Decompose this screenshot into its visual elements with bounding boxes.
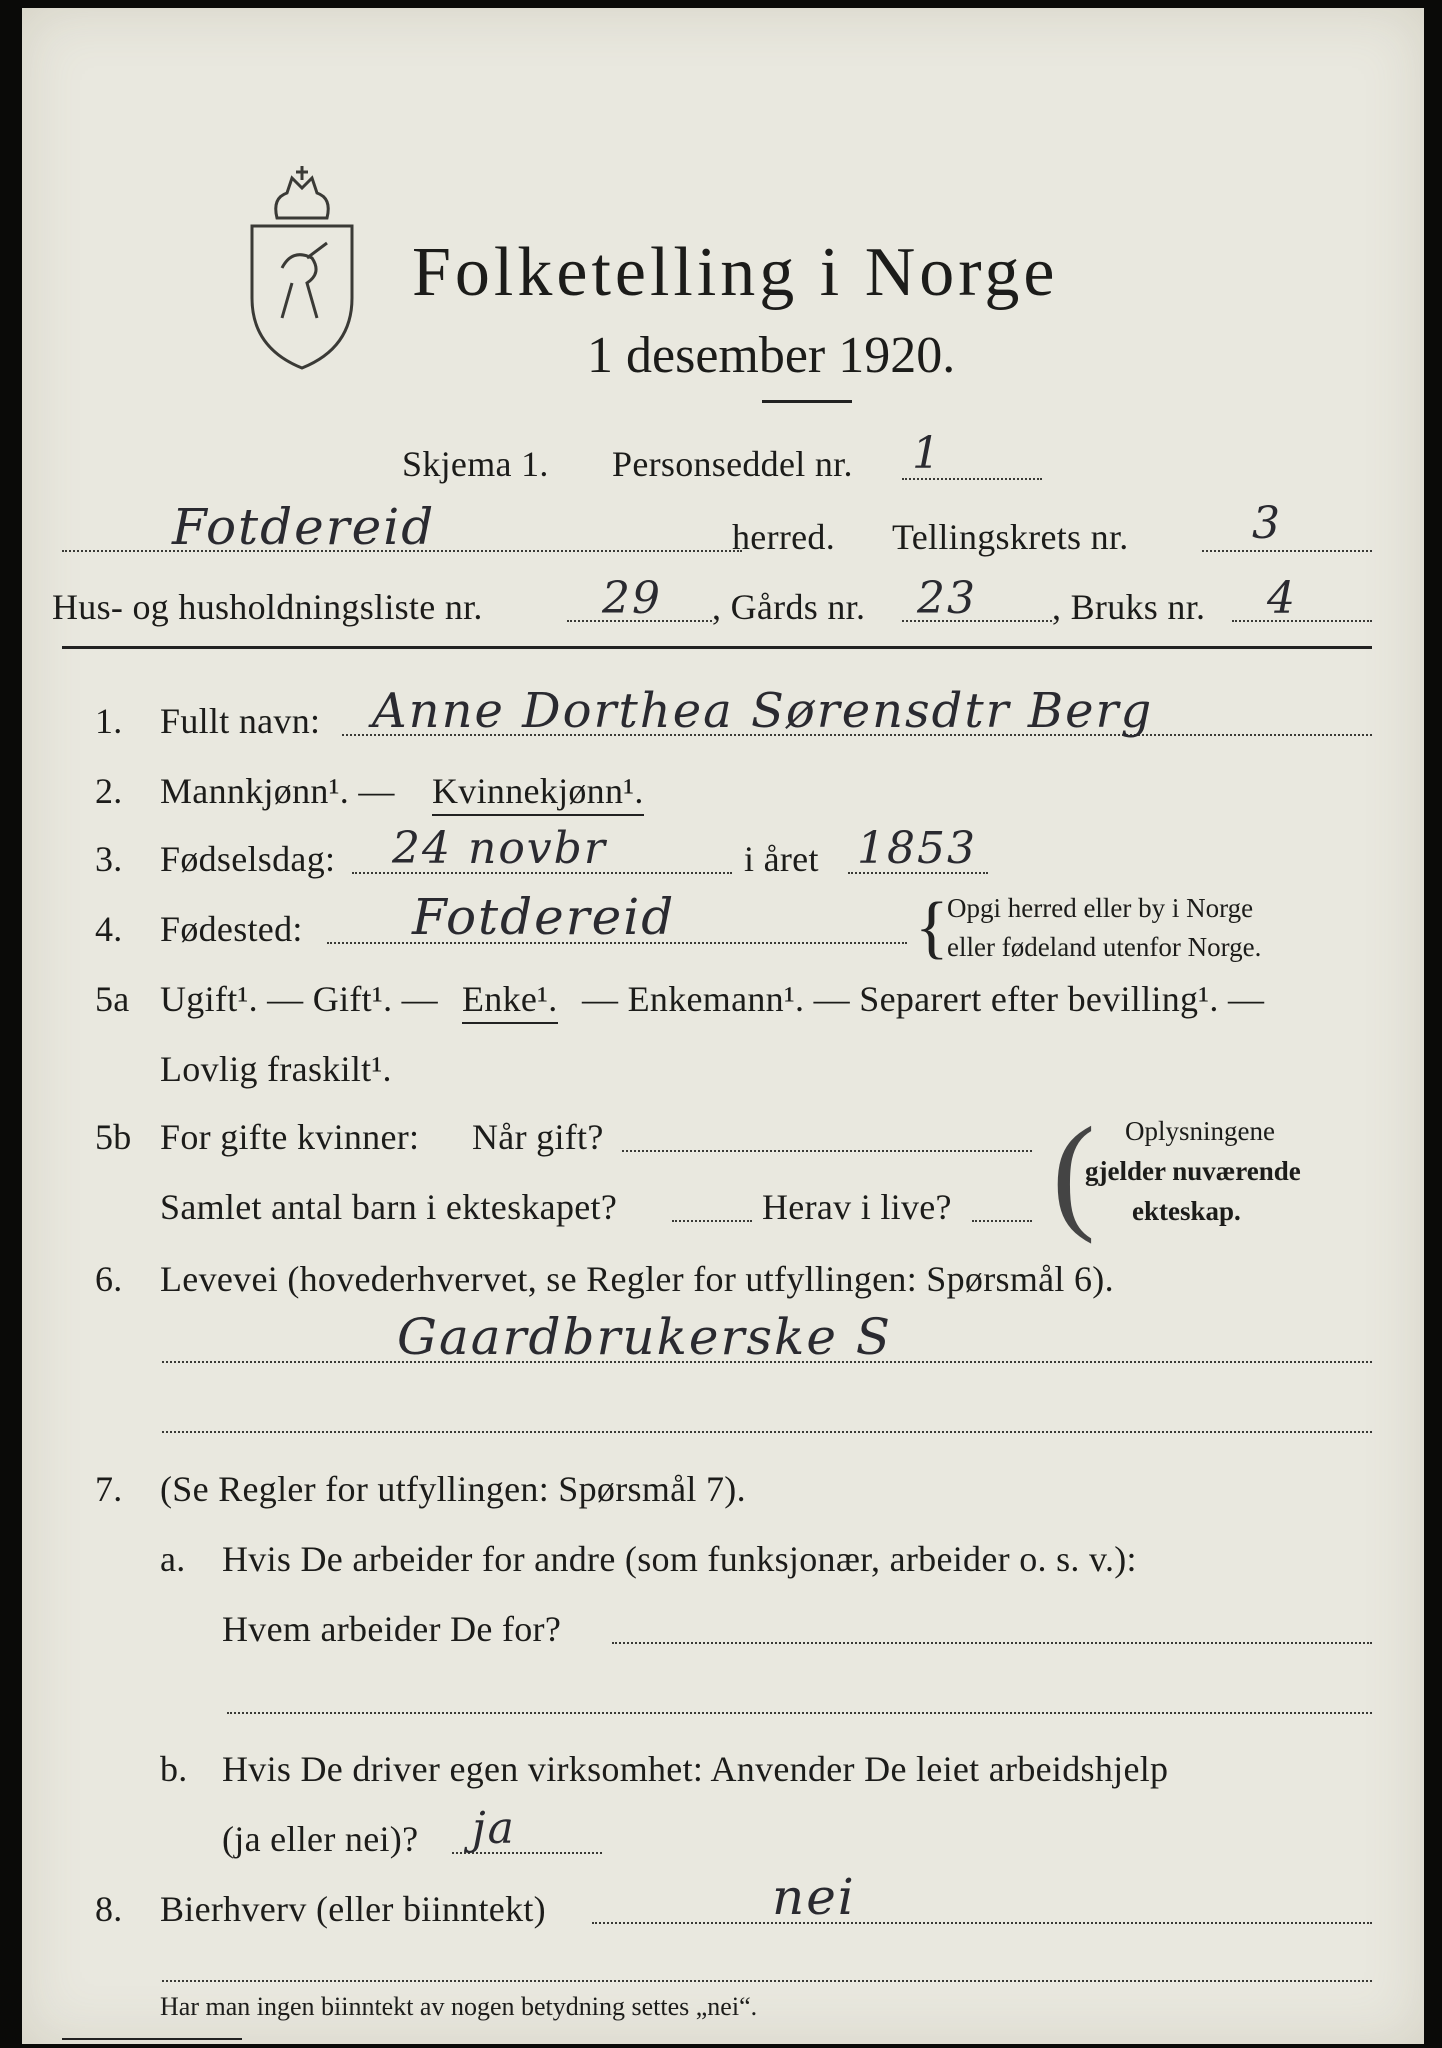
q5b-alive-line	[972, 1220, 1032, 1222]
personseddel-value[interactable]: 1	[912, 428, 942, 479]
q5b-children-line	[672, 1220, 752, 1222]
q5b-brace: (	[1052, 1101, 1096, 1245]
marital-options-start[interactable]: Ugift¹. — Gift¹. —	[160, 979, 438, 1019]
q1-label: Fullt navn:	[160, 701, 321, 741]
marital-divorced-option[interactable]: Lovlig fraskilt¹.	[160, 1049, 392, 1089]
q7a-line2	[227, 1712, 1372, 1714]
q5b-label: For gifte kvinner:	[160, 1117, 420, 1157]
q5b-children-label: Samlet antal barn i ekteskapet?	[160, 1187, 618, 1227]
gender-female-option[interactable]: Kvinnekjønn¹.	[432, 770, 644, 816]
birth-date-value[interactable]: 24 novbr	[392, 823, 607, 874]
q5b-note-line1: Oplysningene	[1125, 1116, 1275, 1146]
q7b-text: Hvis De driver egen virksomhet: Anvender De leiet arbeidshjelp	[222, 1749, 1169, 1789]
q8-line2	[162, 1980, 1372, 1982]
footer-note: Har man ingen biinntekt av nogen betydning settes „nei“.	[160, 1992, 758, 2021]
hus-label: Hus- og husholdningsliste nr.	[52, 587, 483, 627]
side-income-value[interactable]: nei	[772, 1868, 856, 1926]
tellingskrets-line	[1202, 550, 1372, 552]
q5b-number: 5b	[95, 1117, 132, 1157]
q7a-question: Hvem arbeider De for?	[222, 1609, 562, 1649]
q6-line2	[162, 1431, 1372, 1433]
q7b-question: (ja eller nei)?	[222, 1819, 419, 1859]
q5a-number: 5a	[95, 979, 130, 1019]
q6-label: Levevei (hovederhvervet, se Regler for utfyllingen: Spørsmål 6).	[160, 1259, 1114, 1299]
q4-number: 4.	[95, 909, 123, 949]
tellingskrets-label: Tellingskrets nr.	[892, 517, 1129, 557]
form-title: Folketelling i Norge	[412, 234, 1059, 311]
bruks-line	[1232, 620, 1372, 622]
q4-note-line1: Opgi herred eller by i Norge	[947, 893, 1254, 923]
birth-year-value[interactable]: 1853	[857, 823, 977, 874]
q5b-note-line3: ekteskap.	[1132, 1196, 1241, 1226]
q6-line1	[162, 1361, 1372, 1363]
marital-widow-option[interactable]: Enke¹.	[462, 978, 558, 1024]
q4-label: Fødested:	[160, 909, 303, 949]
q2-number: 2.	[95, 771, 123, 811]
marital-options-rest[interactable]: — Enkemann¹. — Separert efter bevilling¹. —	[582, 979, 1265, 1019]
q7-label: (Se Regler for utfyllingen: Spørsmål 7).	[160, 1469, 746, 1509]
gender-male-option[interactable]: Mannkjønn¹. —	[160, 771, 395, 811]
gards-label: , Gårds nr.	[712, 587, 866, 627]
full-name-value[interactable]: Anne Dorthea Sørensdtr Berg	[372, 683, 1154, 739]
q6-number: 6.	[95, 1259, 123, 1299]
q7a-line1	[612, 1642, 1372, 1644]
herred-label: herred.	[732, 517, 836, 557]
coat-of-arms-emblem	[232, 158, 372, 378]
q5b-alive-label: Herav i live?	[762, 1187, 952, 1227]
q5b-note-line2: gjelder nuværende	[1085, 1156, 1301, 1186]
q4-note-line2: eller fødeland utenfor Norge.	[947, 932, 1262, 962]
gards-value[interactable]: 23	[917, 573, 977, 624]
q3-year-label: i året	[744, 839, 819, 879]
q4-brace: {	[915, 889, 949, 966]
q8-number: 8.	[95, 1889, 123, 1929]
q3-label: Fødselsdag:	[160, 839, 336, 879]
personseddel-label: Personseddel nr.	[612, 444, 853, 484]
q1-number: 1.	[95, 701, 123, 741]
footnote-rule	[62, 2038, 242, 2040]
q7b-letter: b.	[160, 1749, 188, 1789]
hired-help-value[interactable]: ja	[472, 1803, 516, 1854]
census-date: 1 desember 1920.	[587, 327, 956, 384]
q7a-letter: a.	[160, 1539, 186, 1579]
q7-number: 7.	[95, 1469, 123, 1509]
bruks-value[interactable]: 4	[1267, 573, 1297, 624]
q7a-text: Hvis De arbeider for andre (som funksjonær, arbeider o. s. v.):	[222, 1539, 1137, 1579]
occupation-value[interactable]: Gaardbrukerske S	[397, 1308, 893, 1366]
hus-value[interactable]: 29	[602, 573, 662, 624]
census-form-page	[22, 8, 1424, 2044]
birthplace-value[interactable]: Fotdereid	[412, 888, 676, 946]
title-divider	[762, 400, 852, 403]
herred-value[interactable]: Fotdereid	[172, 498, 436, 556]
tellingskrets-value[interactable]: 3	[1252, 498, 1282, 549]
header-rule	[62, 646, 1372, 649]
q3-number: 3.	[95, 839, 123, 879]
q5b-married-line	[622, 1150, 1032, 1152]
q8-line	[592, 1922, 1372, 1924]
q5b-married-when: Når gift?	[472, 1117, 604, 1157]
bruks-label: , Bruks nr.	[1052, 587, 1206, 627]
q8-label: Bierhverv (eller biinntekt)	[160, 1889, 546, 1929]
schema-label: Skjema 1.	[402, 444, 549, 484]
